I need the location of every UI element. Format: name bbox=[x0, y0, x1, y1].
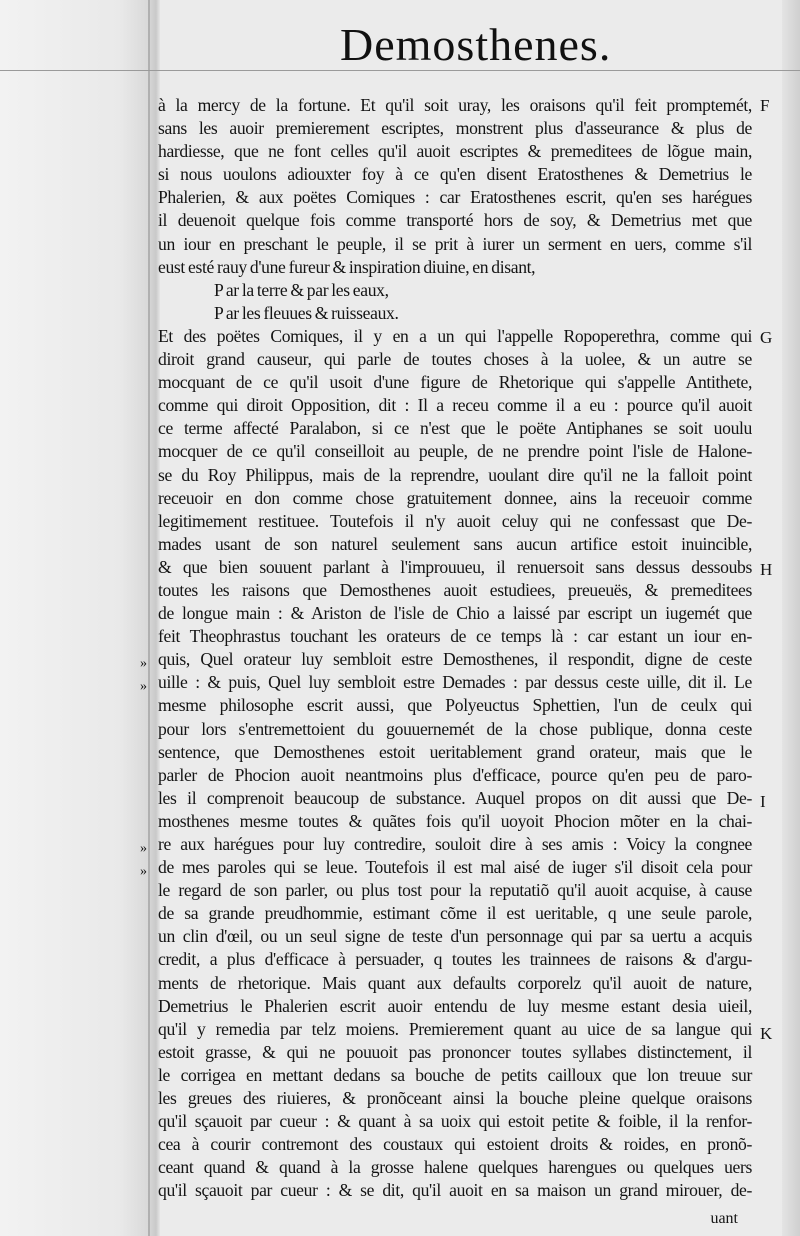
margin-letter-g: G bbox=[760, 328, 773, 347]
quote-mark: » bbox=[140, 841, 147, 856]
body-text bbox=[158, 94, 752, 1203]
page-edge bbox=[782, 0, 800, 1236]
margin-letter-k: K bbox=[760, 1024, 773, 1043]
verse-line: P ar les fleuues & ruisseaux. bbox=[214, 302, 399, 323]
text-line: hardiesse, que ne font celles qu'il auoit escriptes & premeditees de lõgue main, bbox=[158, 141, 752, 162]
verse-line: P ar la terre & par les eaux, bbox=[214, 279, 389, 300]
text-line: un iour en preschant le peuple, il se prit à iurer un serment en uers, comme s'il bbox=[158, 233, 752, 254]
margin-letter-i: I bbox=[760, 792, 766, 811]
text-line: il deuenoit quelque fois comme transporté hors de soy, & Demetrius met que bbox=[158, 210, 752, 231]
quote-mark: » bbox=[140, 656, 147, 671]
text-line: & que bien souuent parlant à l'improuueu, il renuersoit sans dessus dessoubs bbox=[158, 556, 752, 577]
text-line: feit Theophrastus touchant les orateurs de ce temps là : car estant un iour en- bbox=[158, 626, 752, 647]
text-line: receuoir en don comme chose gratuitement donnee, ains la receuoir comme bbox=[158, 487, 752, 508]
quote-mark: » bbox=[140, 864, 147, 879]
quote-mark: » bbox=[140, 679, 147, 694]
text-line: si nous uoulons adiouxter foy à ce qu'en disent Eratosthenes & Demetrius le bbox=[158, 164, 752, 185]
text-line: mosthenes mesme toutes & quãtes fois qu'il uoyoit Phocion mõter en la chai- bbox=[158, 810, 752, 831]
page-gutter bbox=[0, 0, 160, 1236]
margin-letter-f: F bbox=[760, 96, 770, 115]
text-line: credit, a plus d'efficace à persuader, q toutes les trainnees de raisons & d'argu- bbox=[158, 949, 752, 970]
text-line: ments de rhetorique. Mais quant aux defaults corporelz qu'il auoit de nature, bbox=[158, 972, 752, 993]
text-line: ce terme affecté Paralabon, si ce n'est que le poëte Antiphanes se soit uoulu bbox=[158, 418, 752, 439]
text-line: re aux harégues pour luy contredire, souloit dire à ses amis : Voicy la congnee bbox=[158, 834, 752, 854]
text-line: cea à courir contremont des coustaux qui estoient droits & roides, en pronõ- bbox=[158, 1134, 752, 1155]
text-line: diroit grand causeur, qui parle de toutes choses à la uolee, & un autre se bbox=[158, 349, 752, 370]
fold-line bbox=[148, 0, 150, 1236]
text-line: de longue main : & Ariston de l'isle de Chio a laissé par escript un iugemét que bbox=[158, 603, 752, 624]
text-line: mesme philosophe escrit aussi, que Polyeuctus Sphettien, l'un de ceulx qui bbox=[158, 695, 752, 716]
text-line: eust esté rauy d'une fureur & inspiration diuine, en disant, bbox=[158, 256, 536, 277]
text-line: se du Roy Philippus, mais de la reprendre, uoulant dire qu'il ne la falloit point bbox=[158, 464, 752, 485]
text-line: mocquer de ce qu'il conseilloit au peuple, de ne prendre point l'isle de Halone- bbox=[158, 441, 752, 462]
text-line: le corrigea en mettant dedans sa bouche de petits cailloux que lon treuue sur bbox=[158, 1064, 752, 1085]
text-line: ceant quand & quand à la grosse halene quelques harengues ou quelques uers bbox=[158, 1157, 752, 1178]
text-line: mades usant de son naturel seulement sans aucun artifice estoit inuincible, bbox=[158, 533, 752, 554]
running-head: Demosthenes. bbox=[340, 19, 612, 70]
text-line: comme qui diroit Opposition, dit : Il a receu comme il a eu : pource qu'il auoit bbox=[158, 395, 752, 416]
text-line: toutes les raisons que Demosthenes auoit estudiees, preueuës, & premeditees bbox=[158, 579, 752, 600]
text-line: pour lors s'entremettoient du gouuernemét de la chose publique, donna ceste bbox=[158, 718, 752, 739]
text-line: qu'il y remedia par telz moiens. Premierement quant au uice de sa langue qui bbox=[158, 1018, 752, 1039]
text-line: qu'il sçauoit par cueur : & se dit, qu'il auoit en sa maison un grand mirouer, de- bbox=[158, 1180, 752, 1201]
text-line: Demetrius le Phalerien escrit auoir entendu de luy mesme estant desia uieil, bbox=[158, 995, 752, 1016]
text-line: Phalerien, & aux poëtes Comiques : car Eratosthenes escrit, qu'en ses harégues bbox=[158, 187, 752, 208]
text-line: de mes paroles qui se leue. Toutefois il est mal aisé de iuger s'il disoit cela pour bbox=[158, 857, 752, 878]
text-line: qu'il sçauoit par cueur : & quant à sa uoix qui estoit petite & foible, il la renfor- bbox=[158, 1111, 752, 1132]
text-line: à la mercy de la fortune. Et qu'il soit uray, les oraisons qu'il feit promptemét, bbox=[158, 95, 752, 115]
text-line: de sa grande preudhommie, estimant cõme il est ueritable, q une seule parole, bbox=[158, 903, 752, 924]
catchword: uant bbox=[710, 1210, 738, 1227]
text-line: un clin d'œil, ou un seul signe de teste d'un personnage qui par sa uertu a acquis bbox=[158, 926, 752, 947]
text-line: sans les auoir premierement escriptes, monstrent plus d'asseurance & plus de bbox=[158, 118, 752, 139]
text-line: uille : & puis, Quel luy sembloit estre Demades : par dessus ceste uille, dit il. Le bbox=[158, 672, 752, 693]
text-line: estoit grasse, & qui ne pouuoit pas prononcer toutes syllabes distinctement, il bbox=[158, 1041, 752, 1062]
text-line: Et des poëtes Comiques, il y en a un qui l'appelle Ropoperethra, comme qui bbox=[158, 325, 752, 346]
text-line: legitimement restituee. Toutefois il n'y auoit celuy qui ne confessast que De- bbox=[158, 510, 752, 531]
margin-letter-h: H bbox=[760, 560, 773, 579]
text-line: mocquant de ce qu'il usoit d'une figure de Rhetorique qui s'appelle Antithete, bbox=[158, 372, 752, 393]
text-line: sentence, que Demosthenes estoit ueritablement grand orateur, mais que le bbox=[158, 741, 752, 762]
text-line: les il comprenoit beaucoup de substance. Auquel propos on dit aussi que De- bbox=[158, 787, 752, 808]
text-line: les greues des riuieres, & pronõceant ainsi la bouche pleine quelque oraisons bbox=[158, 1088, 752, 1109]
text-line: quis, Quel orateur luy sembloit estre Demosthenes, il respondit, digne de ceste bbox=[158, 649, 752, 670]
text-line: le regard de son parler, ou plus tost pour la reputatiõ qu'il auoit acquise, à cause bbox=[158, 880, 752, 901]
text-line: parler de Phocion auoit neantmoins plus d'efficace, pource qu'en peu de paro- bbox=[158, 764, 752, 785]
